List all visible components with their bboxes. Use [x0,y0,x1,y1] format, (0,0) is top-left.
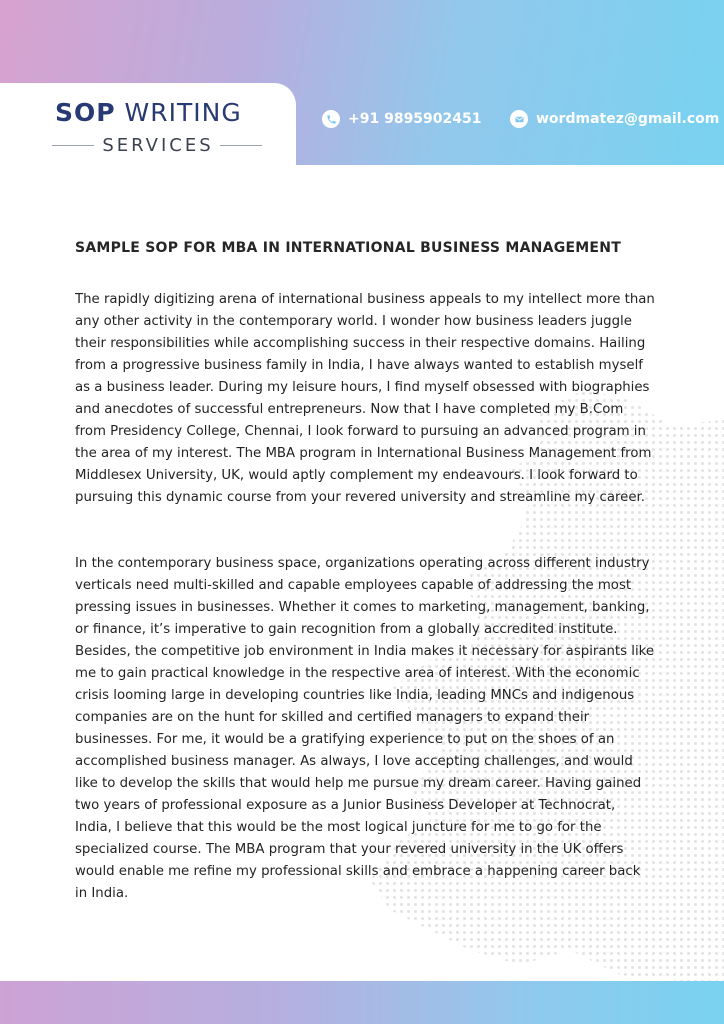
body-paragraph-2: In the contemporary business space, organizations operating across different industry verticals need multi-skilled and capable employees capable of addressing the most pressing issues in businesses. Whether it comes to marketing, management, banking, or finance, it’s imperative to gain recognition from a globally accredited institute. Besides, the competitive job environment in India makes it necessary for aspirants like me to gain practical knowledge in the respective area of interest. With the economic crisis looming large in developing countries like India, leading MNCs and indigenous companies are on the hunt for skilled and certified managers to expand their businesses. For me, it would be a gratifying experience to put on the shoes of an accomplished business manager. As always, I love accepting challenges, and would like to develop the skills that would help me pursue my dream career. Having gained two years of professional exposure as a Junior Business Developer at Technocrat, India, I believe that this would be the most logical juncture for me to go for the specialized course. The MBA program that your revered university in the UK offers would enable me refine my professional skills and embrace a happening career back in India. [75,556,655,901]
body-paragraph-1: The rapidly digitizing arena of international business appeals to my intellect more than any other activity in the contemporary world. I wonder how business leaders juggle their responsibilities while accomplishing success in their respective domains. Hailing from a progressive business family in India, I have always wanted to establish myself as a business leader. During my leisure hours, I find myself obsessed with biographies and anecdotes of successful entrepreneurs. Now that I have completed my B.Com from Presidency College, Chennai, I look forward to pursuing an advanced program in the area of my interest. The MBA program in International Business Management from Middlesex University, UK, would aptly complement my endeavours. I look forward to pursuing this dynamic course from your revered university and streamline my career. [75,292,655,505]
document-title: SAMPLE SOP FOR MBA IN INTERNATIONAL BUSINESS MANAGEMENT [75,240,622,256]
footer-banner [0,981,724,1024]
logo-rule-right [220,145,262,146]
email-address: wordmatez@gmail.com [536,111,720,127]
logo-subtitle: SERVICES [102,134,214,156]
logo-title-bold: SOP [55,98,116,127]
email-contact[interactable] [510,110,719,128]
logo-subtitle-row [52,133,262,157]
mail-icon [510,110,528,128]
phone-icon [322,110,340,128]
phone-contact[interactable] [322,110,482,128]
logo-title-rest: WRITING [115,98,242,127]
logo-title [55,98,242,127]
logo-rule-left [52,145,94,146]
phone-number: +91 9895902451 [348,111,482,127]
